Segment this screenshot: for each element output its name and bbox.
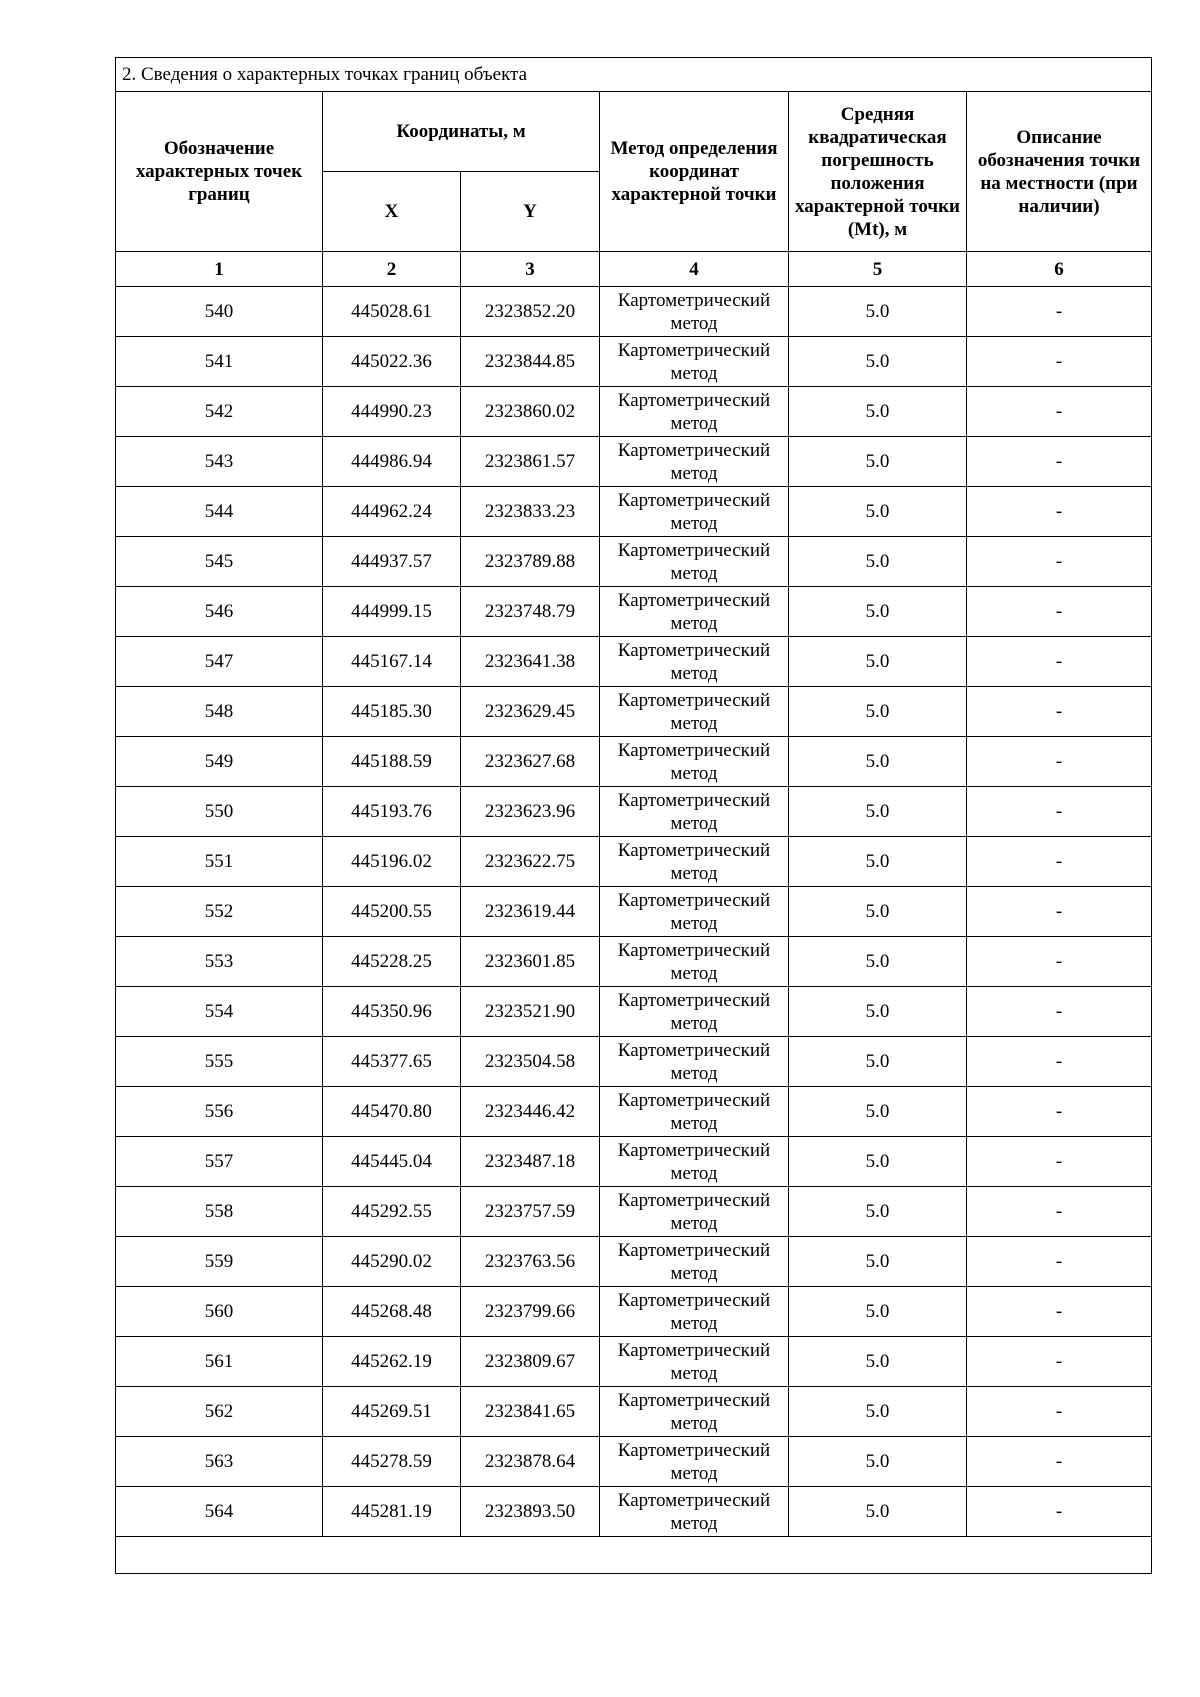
y-coordinate-cell: 2323504.58 [461,1037,600,1087]
method-cell: Картометрический метод [600,1037,789,1087]
point-cell: 542 [116,387,323,437]
description-cell: - [967,1137,1152,1187]
description-cell: - [967,1387,1152,1437]
description-cell: - [967,687,1152,737]
table-row [116,1487,1152,1537]
y-coordinate-cell: 2323619.44 [461,887,600,937]
column-number: 2 [323,252,461,287]
point-cell: 545 [116,537,323,587]
header-x: X [323,172,461,252]
description-cell: - [967,337,1152,387]
accuracy-cell: 5.0 [789,1437,967,1487]
accuracy-cell: 5.0 [789,387,967,437]
y-coordinate-cell: 2323487.18 [461,1137,600,1187]
table-row [116,737,1152,787]
description-cell: - [967,837,1152,887]
point-cell: 562 [116,1387,323,1437]
x-coordinate-cell: 444986.94 [323,437,461,487]
description-cell: - [967,1037,1152,1087]
header-accuracy: Средняя квадратическая погрешность положения характерной точки (Mt), м [789,92,967,252]
x-coordinate-cell: 445445.04 [323,1137,461,1187]
method-cell: Картометрический метод [600,1187,789,1237]
point-cell: 563 [116,1437,323,1487]
y-coordinate-cell: 2323446.42 [461,1087,600,1137]
accuracy-cell: 5.0 [789,1387,967,1437]
method-cell: Картометрический метод [600,437,789,487]
y-coordinate-cell: 2323601.85 [461,937,600,987]
y-coordinate-cell: 2323799.66 [461,1287,600,1337]
header-method: Метод определения координат характерной точки [600,92,789,252]
y-coordinate-cell: 2323833.23 [461,487,600,537]
y-coordinate-cell: 2323757.59 [461,1187,600,1237]
accuracy-cell: 5.0 [789,337,967,387]
point-cell: 541 [116,337,323,387]
y-coordinate-cell: 2323521.90 [461,987,600,1037]
description-cell: - [967,487,1152,537]
table-row [116,637,1152,687]
empty-cell [116,1537,1152,1574]
x-coordinate-cell: 445200.55 [323,887,461,937]
method-cell: Картометрический метод [600,487,789,537]
point-cell: 550 [116,787,323,837]
y-coordinate-cell: 2323809.67 [461,1337,600,1387]
description-cell: - [967,887,1152,937]
method-cell: Картометрический метод [600,1087,789,1137]
table-row [116,1337,1152,1387]
y-coordinate-cell: 2323893.50 [461,1487,600,1537]
x-coordinate-cell: 445269.51 [323,1387,461,1437]
x-coordinate-cell: 445278.59 [323,1437,461,1487]
accuracy-cell: 5.0 [789,287,967,337]
table-row [116,1087,1152,1137]
description-cell: - [967,637,1152,687]
description-cell: - [967,1187,1152,1237]
point-cell: 548 [116,687,323,737]
header-y: Y [461,172,600,252]
point-cell: 549 [116,737,323,787]
method-cell: Картометрический метод [600,987,789,1037]
accuracy-cell: 5.0 [789,937,967,987]
accuracy-cell: 5.0 [789,1037,967,1087]
table-row [116,437,1152,487]
table-row [116,487,1152,537]
column-number: 6 [967,252,1152,287]
point-cell: 564 [116,1487,323,1537]
point-cell: 546 [116,587,323,637]
accuracy-cell: 5.0 [789,787,967,837]
table-row [116,937,1152,987]
description-cell: - [967,437,1152,487]
point-cell: 560 [116,1287,323,1337]
y-coordinate-cell: 2323861.57 [461,437,600,487]
accuracy-cell: 5.0 [789,1237,967,1287]
method-cell: Картометрический метод [600,1437,789,1487]
table-row [116,1187,1152,1237]
table-row [116,287,1152,337]
point-cell: 557 [116,1137,323,1187]
accuracy-cell: 5.0 [789,687,967,737]
point-cell: 558 [116,1187,323,1237]
table-row [116,1037,1152,1087]
method-cell: Картометрический метод [600,287,789,337]
accuracy-cell: 5.0 [789,537,967,587]
table-body [116,287,1152,1537]
description-cell: - [967,1487,1152,1537]
description-cell: - [967,537,1152,587]
table-row [116,887,1152,937]
boundary-points-table [115,57,1152,1574]
description-cell: - [967,987,1152,1037]
table-row [116,837,1152,887]
header-coordinates: Координаты, м [323,92,600,172]
x-coordinate-cell: 444962.24 [323,487,461,537]
method-cell: Картометрический метод [600,887,789,937]
y-coordinate-cell: 2323623.96 [461,787,600,837]
point-cell: 544 [116,487,323,537]
accuracy-cell: 5.0 [789,887,967,937]
header-description: Описание обозначения точки на местности (при наличии) [967,92,1152,252]
y-coordinate-cell: 2323860.02 [461,387,600,437]
y-coordinate-cell: 2323641.38 [461,637,600,687]
x-coordinate-cell: 445292.55 [323,1187,461,1237]
table-row [116,1287,1152,1337]
accuracy-cell: 5.0 [789,737,967,787]
method-cell: Картометрический метод [600,1387,789,1437]
x-coordinate-cell: 445268.48 [323,1287,461,1337]
accuracy-cell: 5.0 [789,1287,967,1337]
description-cell: - [967,387,1152,437]
table-header [116,58,1152,287]
header-designation: Обозначение характерных точек границ [116,92,323,252]
description-cell: - [967,587,1152,637]
method-cell: Картометрический метод [600,1137,789,1187]
description-cell: - [967,937,1152,987]
description-cell: - [967,287,1152,337]
method-cell: Картометрический метод [600,1237,789,1287]
method-cell: Картометрический метод [600,1287,789,1337]
x-coordinate-cell: 445188.59 [323,737,461,787]
table-row [116,1137,1152,1187]
method-cell: Картометрический метод [600,937,789,987]
y-coordinate-cell: 2323748.79 [461,587,600,637]
accuracy-cell: 5.0 [789,1187,967,1237]
column-number: 5 [789,252,967,287]
x-coordinate-cell: 445262.19 [323,1337,461,1387]
y-coordinate-cell: 2323627.68 [461,737,600,787]
table-row [116,1237,1152,1287]
x-coordinate-cell: 445350.96 [323,987,461,1037]
point-cell: 552 [116,887,323,937]
x-coordinate-cell: 444990.23 [323,387,461,437]
point-cell: 547 [116,637,323,687]
column-number-row [116,252,1152,287]
method-cell: Картометрический метод [600,1337,789,1387]
description-cell: - [967,787,1152,837]
x-coordinate-cell: 444999.15 [323,587,461,637]
method-cell: Картометрический метод [600,337,789,387]
x-coordinate-cell: 445470.80 [323,1087,461,1137]
y-coordinate-cell: 2323841.65 [461,1387,600,1437]
x-coordinate-cell: 445290.02 [323,1237,461,1287]
x-coordinate-cell: 445228.25 [323,937,461,987]
table-row [116,387,1152,437]
point-cell: 540 [116,287,323,337]
accuracy-cell: 5.0 [789,437,967,487]
x-coordinate-cell: 445028.61 [323,287,461,337]
table-row [116,687,1152,737]
description-cell: - [967,1237,1152,1287]
method-cell: Картометрический метод [600,837,789,887]
accuracy-cell: 5.0 [789,1087,967,1137]
accuracy-cell: 5.0 [789,987,967,1037]
column-number: 4 [600,252,789,287]
accuracy-cell: 5.0 [789,1337,967,1387]
x-coordinate-cell: 445193.76 [323,787,461,837]
description-cell: - [967,737,1152,787]
method-cell: Картометрический метод [600,387,789,437]
accuracy-cell: 5.0 [789,1487,967,1537]
column-number: 1 [116,252,323,287]
description-cell: - [967,1437,1152,1487]
accuracy-cell: 5.0 [789,487,967,537]
method-cell: Картометрический метод [600,787,789,837]
y-coordinate-cell: 2323763.56 [461,1237,600,1287]
method-cell: Картометрический метод [600,687,789,737]
x-coordinate-cell: 445022.36 [323,337,461,387]
x-coordinate-cell: 445377.65 [323,1037,461,1087]
point-cell: 553 [116,937,323,987]
method-cell: Картометрический метод [600,737,789,787]
point-cell: 543 [116,437,323,487]
y-coordinate-cell: 2323852.20 [461,287,600,337]
y-coordinate-cell: 2323622.75 [461,837,600,887]
accuracy-cell: 5.0 [789,837,967,887]
column-number: 3 [461,252,600,287]
method-cell: Картометрический метод [600,637,789,687]
y-coordinate-cell: 2323878.64 [461,1437,600,1487]
table-row [116,537,1152,587]
method-cell: Картометрический метод [600,587,789,637]
point-cell: 555 [116,1037,323,1087]
table-row [116,1437,1152,1487]
point-cell: 559 [116,1237,323,1287]
section-title: 2. Сведения о характерных точках границ объекта [116,58,1152,92]
table-row [116,1387,1152,1437]
empty-footer-row [116,1537,1152,1574]
point-cell: 556 [116,1087,323,1137]
method-cell: Картометрический метод [600,537,789,587]
table-row [116,987,1152,1037]
y-coordinate-cell: 2323844.85 [461,337,600,387]
point-cell: 561 [116,1337,323,1387]
accuracy-cell: 5.0 [789,637,967,687]
x-coordinate-cell: 445281.19 [323,1487,461,1537]
x-coordinate-cell: 445185.30 [323,687,461,737]
x-coordinate-cell: 444937.57 [323,537,461,587]
accuracy-cell: 5.0 [789,587,967,637]
y-coordinate-cell: 2323789.88 [461,537,600,587]
description-cell: - [967,1337,1152,1387]
description-cell: - [967,1087,1152,1137]
accuracy-cell: 5.0 [789,1137,967,1187]
table-row [116,337,1152,387]
table-row [116,787,1152,837]
method-cell: Картометрический метод [600,1487,789,1537]
description-cell: - [967,1287,1152,1337]
y-coordinate-cell: 2323629.45 [461,687,600,737]
table-row [116,587,1152,637]
point-cell: 551 [116,837,323,887]
x-coordinate-cell: 445167.14 [323,637,461,687]
point-cell: 554 [116,987,323,1037]
x-coordinate-cell: 445196.02 [323,837,461,887]
